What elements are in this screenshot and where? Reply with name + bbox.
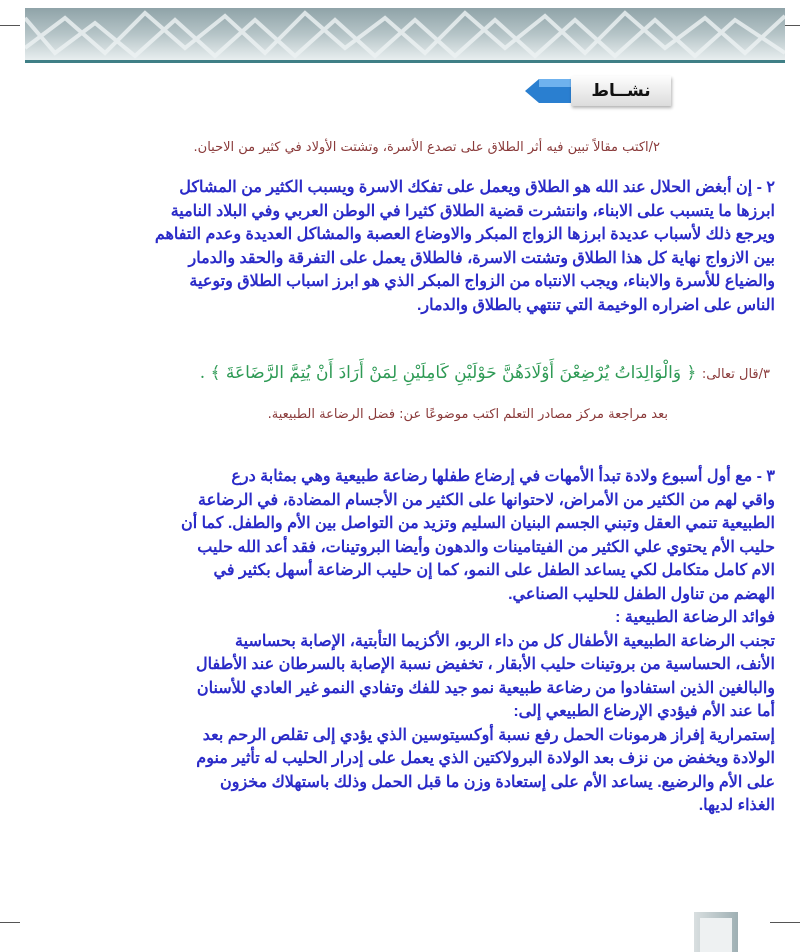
activity2-answer [85,176,775,317]
answer-line: والضياع للأسرة والابناء، ويجب الانتباه من الزواج المبكر الذي هو ابرز اسباب الطلاق وتوعية [189,273,775,290]
answer-line: ويرجع ذلك لأسباب عديدة ابرزها الزواج المبكر والاوضاع العصبة والمشاكل العديدة وعدم التفاهم [154,226,775,243]
badge-label: نشــاط [571,76,671,106]
page-number-inner [700,918,732,952]
answer-line: فوائد الرضاعة الطبيعية : [615,609,775,626]
answer-line: ابرزها ما يتسبب على الابناء، وانتشرت قضية الطلاق كثيرا في الوطن العربي وفي البلاد النامية [170,202,775,220]
crop-mark [0,25,20,26]
answer-line: أما عند الأم فيؤدي الإرضاع الطبيعي إلى: [513,703,775,720]
verse-label: ٣/قال تعالى: [701,367,770,382]
geometric-pattern [25,8,785,60]
activity-badge [525,76,671,106]
quran-verse: ﴿ وَالْوَالِدَاتُ يُرْضِعْنَ أَوْلَادَهُنَّ حَوْلَيْنِ كَامِلَيْنِ لِمَنْ أَرَادَ أَنْ يُتِمَّ الرَّضَاعَةَ ﴾ . [199,363,697,383]
answer-line: الهضم من تناول الطفل للحليب الصناعي. [508,585,775,603]
answer-line: واقي لهم من الكثير من الأمراض، لاحتوانها على الكثير من الأجسام المضادة، في الرضاعة [198,491,775,509]
answer-line: ٣ - مع أول أسبوع ولادة تبدأ الأمهات في إرضاع طفلها رضاعة طبيعية وهي بمثابة درع [231,468,775,485]
crop-mark [0,922,20,923]
answer-line: الام كامل متكامل لكي يساعد الطفل على النمو، كما إن حليب الرضاعة أسهل بكثير في [213,562,775,579]
activity3-instruction: بعد مراجعة مركز مصادر التعلم اكتب موضوعًا عن: فضل الرضاعة الطبيعية. [267,407,668,422]
activity3-answer [85,465,775,818]
answer-line: على الأم والرضيع. يساعد الأم على إستعادة وزن ما قبل الحمل وذلك باستهلاك مخزون [219,773,775,791]
answer-line: والبالغين الذين استفادوا من رضاعة طبيعية نمو جيد للفك وتفادي النمو غير العادي للأسنان [196,679,775,697]
answer-line: الناس على اضراره الوخيمة التي تنتهي بالطلاق والدمار. [416,296,775,314]
answer-line: تجنب الرضاعة الطبيعية الأطفال كل من داء الربو، الأكزيما التأبتية، الإصابة بحساسية [235,632,775,650]
answer-line: ٢ - إن أبغض الحلال عند الله هو الطلاق ويعمل على تفكك الاسرة ويسبب الكثير من المشاكل [179,179,775,196]
crop-mark [770,922,800,923]
verse-line [50,362,770,383]
answer-line: بين الازواج نهاية كل هذا الطلاق وتشتت الاسرة، فالطلاق يعمل على التفرقة والحقد والدمار [188,249,775,267]
answer-line: حليب الأم يحتوي علي الكثير من الفيتامينات والدهون وأيضا البروتينات، فقد أعد الله حليب [197,538,775,556]
answer-line: الغذاء لديها. [698,797,775,814]
answer-line: الطبيعية تنمي العقل وتبني الجسم البنيان السليم وتزيد من التواصل بين الأم والطفل. كما أن [181,515,775,532]
header-banner [25,8,785,60]
answer-line: الولادة ويخفض من نزف بعد الولادة البرولاكتين الذي يعمل على إدرار الحليب له تأثير منوم [196,750,775,767]
answer-line: إستمرارية إفراز هرمونات الحمل رفع نسبة أوكسيتوسين الذي يؤدي إلى تقلص الرحم بعد [202,726,775,744]
answer-line: الأنف، الحساسية من بروتينات حليب الأبقار ، تخفيض نسبة الإصابة بالسرطان عند الأطفال [196,656,775,673]
activity2-instruction: ٢/اكتب مقالاً تبين فيه أثر الطلاق على تصدع الأسرة، وتشتت الأولاد في كثير من الاحيان. [193,140,660,155]
header-rule [25,60,785,63]
